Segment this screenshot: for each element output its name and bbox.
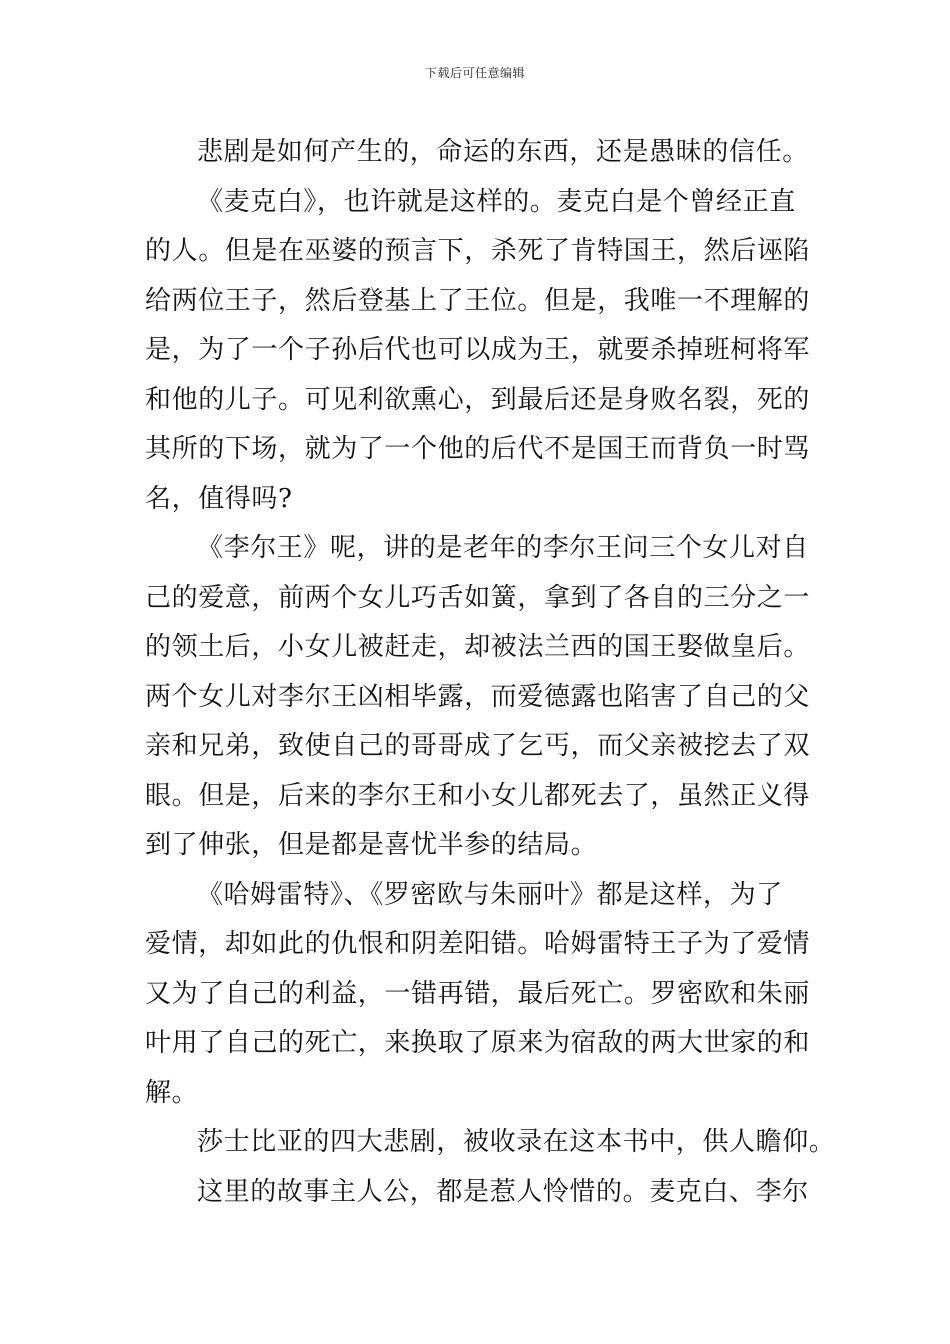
text-line: 的人。但是在巫婆的预言下，杀死了肯特国王，然后诬陷 [145, 236, 811, 266]
text-line: 悲剧是如何产生的，命运的东西，还是愚昧的信任。 [197, 137, 809, 167]
text-line: 其所的下场，就为了一个他的后代不是国王而背负一时骂 [145, 434, 811, 464]
text-line: 解。 [145, 1077, 199, 1108]
text-line: 到了伸张，但是都是喜忧半参的结局。 [145, 830, 598, 860]
text-line: 叶用了自己的死亡，来换取了原来为宿敌的两大世家的和 [145, 1028, 811, 1058]
text-line: 爱情，却如此的仇恨和阴差阳错。哈姆雷特王子为了爱情 [145, 929, 811, 959]
text-line: 又为了自己的利益，一错再错，最后死亡。罗密欧和朱丽 [145, 978, 811, 1009]
page-header: 下载后可任意编辑 [424, 66, 525, 80]
text-line: 眼。但是，后来的李尔王和小女儿都死去了，虽然正义得 [145, 780, 811, 811]
text-line: 亲和兄弟，致使自己的哥哥成了乞丐，而父亲被挖去了双 [145, 731, 811, 761]
text-line: 给两位王子，然后登基上了王位。但是，我唯一不理解的 [145, 285, 811, 316]
text-line: 两个女儿对李尔王凶相毕露，而爱德露也陷害了自己的父 [145, 681, 811, 712]
text-line: 《李尔王》呢，讲的是老年的李尔王问三个女儿对自 [197, 533, 809, 563]
text-line: 《麦克白》，也许就是这样的。麦克白是个曾经正直 [197, 186, 796, 217]
text-line: 己的爱意，前两个女儿巧舌如簧，拿到了各自的三分之一 [145, 582, 811, 613]
text-line: 《哈姆雷特》、《罗密欧与朱丽叶》都是这样，为了 [197, 879, 783, 910]
text-line: 名，值得吗? [145, 483, 293, 514]
text-line: 的领土后，小女儿被赶走，却被法兰西的国王娶做皇后。 [145, 632, 811, 662]
text-line: 这里的故事主人公，都是惹人怜惜的。麦克白、李尔 [197, 1176, 809, 1207]
text-line: 和他的儿子。可见利欲熏心，到最后还是身败名裂，死的 [145, 384, 811, 415]
body-text [145, 128, 836, 1217]
text-line: 莎士比亚的四大悲剧，被收录在这本书中，供人瞻仰。 [197, 1127, 836, 1157]
text-line: 是，为了一个子孙后代也可以成为王，就要杀掉班柯将军 [145, 335, 811, 365]
